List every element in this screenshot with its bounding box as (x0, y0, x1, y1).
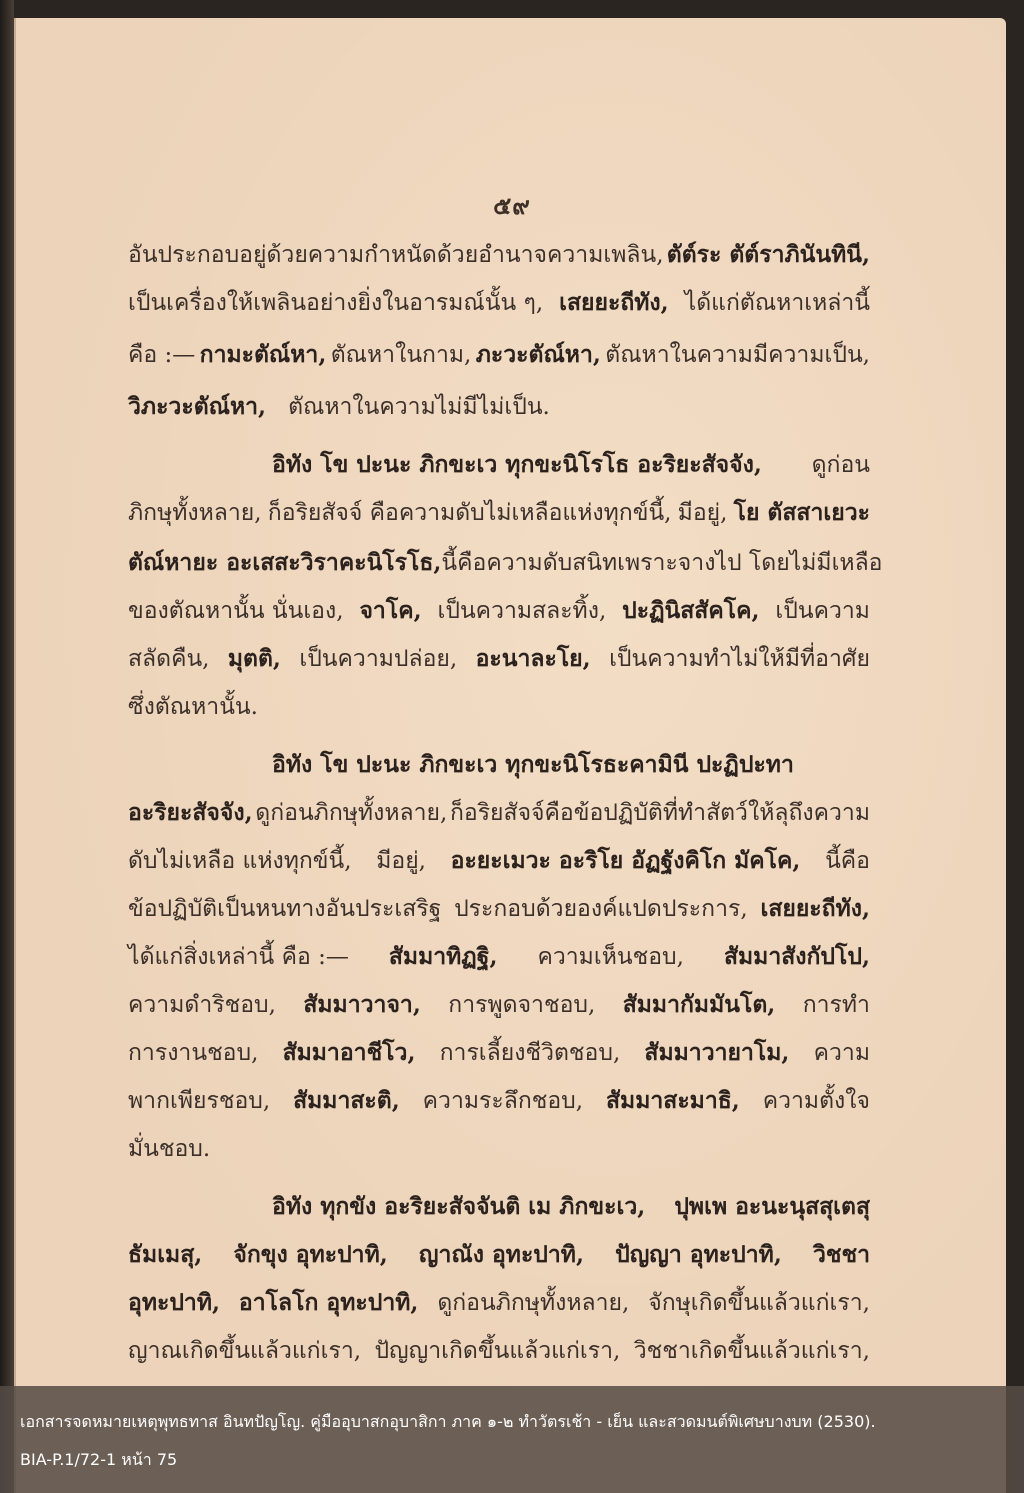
pali-term: ญาณัง อุทะปาทิ, (418, 1241, 584, 1268)
caption-bar (0, 1386, 1024, 1493)
text-line (128, 1240, 870, 1270)
thai-text: เป็นความสละทิ้ง, (437, 598, 607, 624)
text-line (128, 846, 870, 876)
pali-term: สัมมาวาจา, (303, 991, 421, 1018)
thai-text: ได้แก่ตัณหาเหล่านี้ (684, 290, 870, 316)
thai-text: ได้แก่สิ่งเหล่านี้ คือ :— (128, 944, 349, 970)
text-line (128, 1288, 870, 1318)
text-line (128, 498, 870, 528)
pali-term: สัมมาสะติ, (293, 1087, 400, 1114)
pali-term: สัมมาวายาโม, (644, 1039, 790, 1066)
thai-text: ดูก่อนภิกษุทั้งหลาย, (255, 800, 448, 826)
thai-text: ตัณหาในความไม่มีไม่เป็น. (288, 394, 550, 420)
thai-text: อันประกอบอยู่ด้วยความกำหนัดด้วยอำนาจความเพลิน, (128, 242, 664, 268)
pali-term: อิทัง ทุกขัง อะริยะสัจจันติ เม ภิกขะเว, (272, 1193, 646, 1220)
thai-text: การงานชอบ, (128, 1040, 259, 1066)
thai-text: ความระลึกชอบ, (422, 1088, 584, 1114)
pali-term: อิทัง โข ปะนะ ภิกขะเว ทุกขะนิโรธะคามินี ปะฏิปะทา (272, 751, 794, 778)
text-line (128, 340, 870, 370)
thai-text: ภิกษุทั้งหลาย, (128, 500, 262, 526)
thai-text: นี้คือ (825, 848, 870, 874)
thai-text: พากเพียรชอบ, (128, 1088, 271, 1114)
text-line (272, 450, 870, 480)
text-line (128, 1038, 870, 1068)
pali-term: ธัมเมสุ, (128, 1241, 203, 1268)
text-line (128, 240, 870, 270)
text-line (128, 392, 870, 422)
thai-text: คือ :— (128, 342, 196, 368)
page-number: ๕๙ (493, 191, 531, 220)
text-line (128, 1134, 870, 1164)
pali-term: จาโค, (359, 597, 422, 624)
pali-term: อิทัง โข ปะนะ ภิกขะเว ทุกขะนิโรโธ อะริยะสัจจัง, (272, 451, 762, 478)
pali-term: อะริยะสัจจัง, (128, 799, 253, 826)
pali-term: อะยะเมวะ อะริโย อัฏฐังคิโก มัคโค, (450, 847, 801, 874)
thai-text: ตัณหาในกาม, (330, 342, 472, 368)
thai-text: มีอยู่, (677, 500, 728, 526)
pali-term: กามะตัณ์หา, (199, 341, 327, 368)
thai-text: ความดำริชอบ, (128, 992, 276, 1018)
pali-term: เสยยะถีทัง, (559, 289, 669, 316)
pali-term: วิภะวะตัณ์หา, (128, 393, 267, 420)
thai-text: ปัญญาเกิดขึ้นแล้วแก่เรา, (374, 1338, 621, 1364)
text-line (128, 798, 870, 828)
pali-term: สัมมาสังกัปโป, (723, 943, 870, 970)
thai-text: วิชชาเกิดขึ้นแล้วแก่เรา, (633, 1338, 870, 1364)
thai-text: ประกอบด้วยองค์แปดประการ, (454, 896, 748, 922)
pali-term: วิชชา (812, 1241, 870, 1268)
thai-text: ข้อปฏิบัติเป็นหนทางอันประเสริฐ (128, 896, 442, 922)
thai-text: เป็นเครื่องให้เพลินอย่างยิ่งในอารมณ์นั้น ๆ, (128, 290, 544, 316)
pali-term: สัมมาสะมาธิ, (606, 1087, 740, 1114)
pali-term: อาโลโก อุทะปาทิ, (238, 1289, 419, 1316)
pali-term: ปะฏินิสสัคโค, (622, 597, 760, 624)
text-line (128, 1336, 870, 1366)
thai-text: จักษุเกิดขึ้นแล้วแก่เรา, (648, 1290, 870, 1316)
caption-reference: BIA-P.1/72-1 หน้า 75 (20, 1450, 178, 1469)
text-line (128, 596, 870, 626)
thai-text: ดับไม่เหลือ แห่งทุกข์นี้, (128, 848, 352, 874)
thai-text: ความ (813, 1040, 870, 1066)
pali-term: มุตติ, (227, 645, 281, 672)
text-line (128, 692, 870, 722)
pali-term: อุทะปาทิ, (128, 1289, 221, 1316)
pali-term: สัมมากัมมันโต, (622, 991, 776, 1018)
thai-text: ตัณหาในความมีความเป็น, (605, 342, 870, 368)
pali-term: เสยยะถีทัง, (760, 895, 870, 922)
pali-term: โย ตัสสาเยวะ (733, 499, 870, 526)
text-line (128, 1086, 870, 1116)
thai-text: การเลี้ยงชีวิตชอบ, (439, 1040, 621, 1066)
thai-text: เป็นความปล่อย, (299, 646, 458, 672)
thai-text: เป็นความ (775, 598, 870, 624)
thai-text: มั่นชอบ. (128, 1136, 211, 1162)
pali-term: จักขุง อุทะปาทิ, (233, 1241, 388, 1268)
thai-text: เป็นความทำไม่ให้มีที่อาศัย (609, 646, 870, 672)
thai-text: สลัดคืน, (128, 646, 210, 672)
thai-text: มีอยู่, (376, 848, 426, 874)
pali-term: ตัต์ระ ตัต์ราภินันทินี, (666, 241, 870, 268)
text-line (272, 1192, 870, 1222)
pali-term: ปัญญา อุทะปาทิ, (615, 1241, 782, 1268)
pali-term: ตัณ์หายะ อะเสสะวิราคะนิโรโธ, (128, 549, 442, 576)
text-line (128, 990, 870, 1020)
thai-text: ก็อริยสัจจ์คือข้อปฏิบัติที่ทำสัตว์ให้ลุถึงความ (449, 800, 870, 826)
pali-term: ปุพเพ อะนะนุสสุเตสุ (674, 1193, 870, 1220)
thai-text: ความตั้งใจ (762, 1088, 870, 1114)
thai-text: การพูดจาชอบ, (448, 992, 596, 1018)
caption-citation: เอกสารจดหมายเหตุพุทธทาส อินทปัญโญ. คู่มืออุบาสกอุบาสิกา ภาค ๑-๒ ทำวัตรเช้า - เย็น และสวดมนต์พิเศษบางบท (2530). (20, 1412, 876, 1431)
text-line (128, 894, 870, 924)
thai-text: ดูก่อน (811, 452, 870, 478)
pali-term: ภะวะตัณ์หา, (475, 341, 601, 368)
thai-text: ญาณเกิดขึ้นแล้วแก่เรา, (128, 1338, 362, 1364)
text-line (128, 548, 883, 578)
thai-text: ของตัณหานั้น นั่นเอง, (128, 598, 344, 624)
thai-text: ความเห็นชอบ, (537, 944, 684, 970)
thai-text: ซึ่งตัณหานั้น. (128, 694, 258, 720)
text-line (128, 288, 870, 318)
thai-text: นี้คือความดับสนิทเพราะจางไป โดยไม่มีเหลือ (441, 550, 883, 576)
text-line (128, 942, 870, 972)
text-line (128, 644, 870, 674)
pali-term: สัมมาทิฏฐิ, (388, 943, 498, 970)
thai-text: ดูก่อนภิกษุทั้งหลาย, (437, 1290, 630, 1316)
thai-text: ก็อริยสัจจ์ คือความดับไม่เหลือแห่งทุกข์นี้, (267, 500, 672, 526)
thai-text: การทำ (802, 992, 870, 1018)
text-line (272, 750, 870, 780)
pali-term: สัมมาอาชีโว, (282, 1039, 416, 1066)
pali-term: อะนาละโย, (475, 645, 591, 672)
